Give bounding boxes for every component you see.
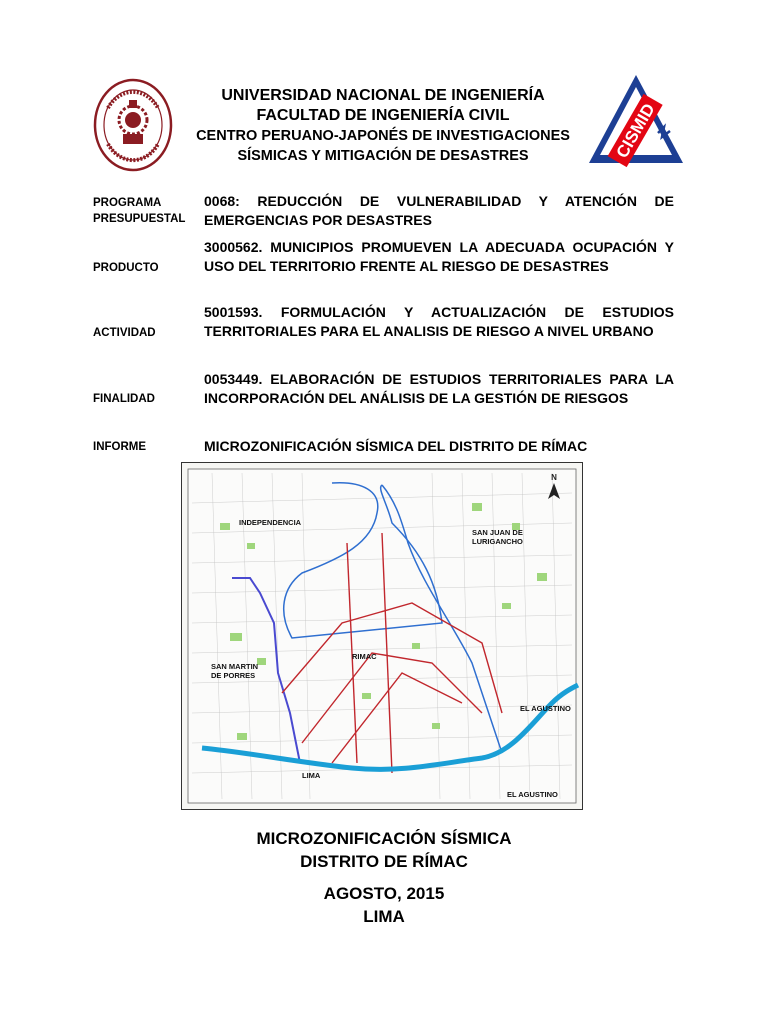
cismid-logo [586,71,686,171]
map-label-sanjuan-line1: SAN JUAN DE [472,528,523,537]
university-seal [93,78,173,172]
cover-date: AGOSTO, 2015 [323,884,445,903]
north-arrow-label: N [551,473,557,482]
district-map [181,462,583,810]
cover-title-line2: DISTRITO DE RÍMAC [300,852,468,871]
field-label-informe: INFORME [93,441,147,453]
field-label-presupuestal: PRESUPUESTAL [93,213,186,225]
field-value-producto: 3000562. MUNICIPIOS PROMUEVEN LA ADECUADA OCUPACIÓN Y USO DEL TERRITORIO FRENTE AL RIESGO DE DESASTRES [204,239,674,274]
field-label-actividad: ACTIVIDAD [93,327,156,339]
map-label-sanmartin-line1: SAN MARTIN [211,662,259,671]
center-name-line1: CENTRO PERUANO-JAPONÉS DE INVESTIGACIONES [196,128,570,144]
field-label-producto: PRODUCTO [93,262,159,274]
map-label-rimac: RIMAC [352,652,377,661]
map-label-sanmartin-line2: DE PORRES [211,671,256,680]
map-label-elagustino-south: EL AGUSTINO [507,790,558,799]
field-value-informe: MICROZONIFICACIÓN SÍSMICA DEL DISTRITO DE RÍMAC [204,438,588,454]
cover-title-line1: MICROZONIFICACIÓN SÍSMICA [256,829,512,848]
map-label-sanjuan-line2: LURIGANCHO [472,537,523,546]
field-value-actividad: 5001593. FORMULACIÓN Y ACTUALIZACIÓN DE ESTUDIOS TERRITORIALES PARA EL ANALISIS DE RIESGO A NIVEL URBANO [204,304,674,339]
university-name: UNIVERSIDAD NACIONAL DE INGENIERÍA [221,87,545,104]
cover-city: LIMA [363,907,405,926]
field-label-finalidad: FINALIDAD [93,393,155,405]
faculty-name: FACULTAD DE INGENIERÍA CIVIL [256,107,510,124]
svg-text:CISMID: CISMID [612,100,659,162]
field-label-programa: PROGRAMA [93,197,162,209]
map-label-elagustino-east: EL AGUSTINO [520,704,571,713]
map-label-lima: LIMA [302,771,321,780]
center-name-line2: SÍSMICAS Y MITIGACIÓN DE DESASTRES [237,148,529,164]
institution-header [176,86,590,166]
field-value-programa: 0068: REDUCCIÓN DE VULNERABILIDAD Y ATENCIÓN DE EMERGENCIAS POR DESASTRES [204,193,674,228]
map-label-independencia: INDEPENDENCIA [239,518,302,527]
field-value-finalidad: 0053449. ELABORACIÓN DE ESTUDIOS TERRITORIALES PARA LA INCORPORACIÓN DEL ANÁLISIS DE LA GESTIÓN DE RIESGOS [204,371,674,406]
